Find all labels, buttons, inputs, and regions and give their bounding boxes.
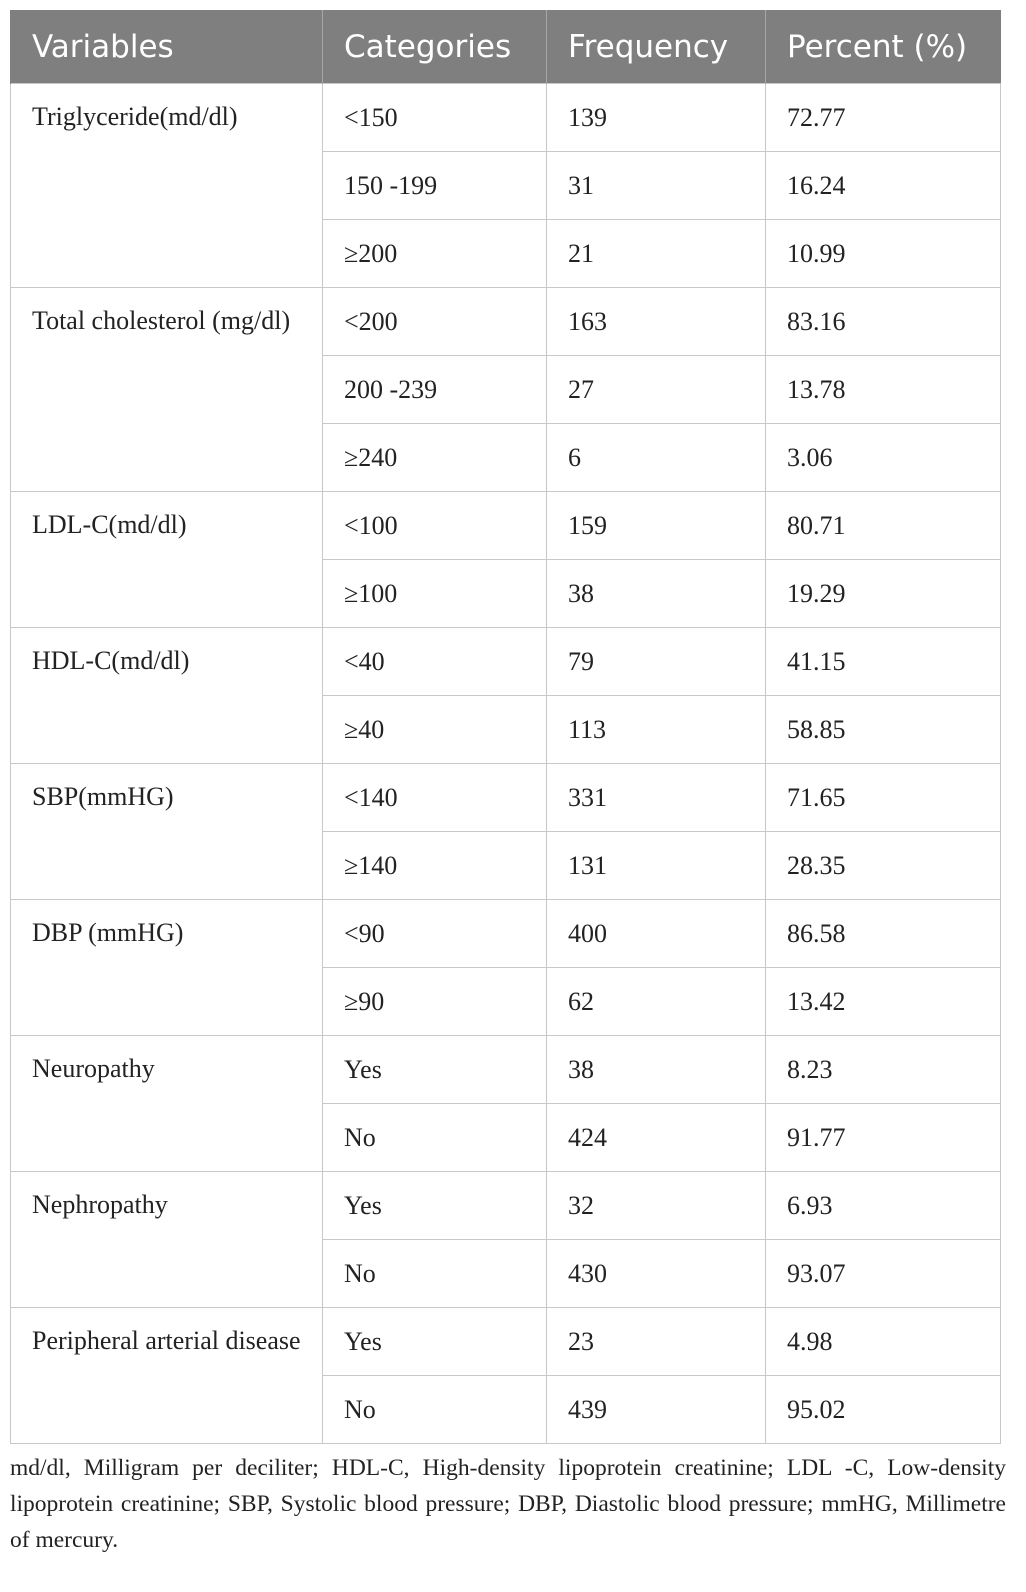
variable-cell: Triglyceride(md/dl) — [11, 84, 323, 288]
category-cell: <150 — [323, 84, 547, 152]
frequency-cell: 163 — [547, 288, 766, 356]
frequency-cell: 79 — [547, 628, 766, 696]
category-cell: 200 -239 — [323, 356, 547, 424]
category-cell: ≥140 — [323, 832, 547, 900]
category-cell: Yes — [323, 1036, 547, 1104]
variable-cell: Neuropathy — [11, 1036, 323, 1172]
frequency-cell: 32 — [547, 1172, 766, 1240]
frequency-cell: 439 — [547, 1376, 766, 1444]
variable-cell: SBP(mmHG) — [11, 764, 323, 900]
data-table — [10, 10, 1001, 1444]
header-row — [11, 10, 1001, 84]
variable-cell: Total cholesterol (mg/dl) — [11, 288, 323, 492]
category-cell: <100 — [323, 492, 547, 560]
percent-cell: 93.07 — [766, 1240, 1001, 1308]
table-row — [11, 1172, 1001, 1240]
frequency-cell: 139 — [547, 84, 766, 152]
category-cell: No — [323, 1240, 547, 1308]
category-cell: ≥90 — [323, 968, 547, 1036]
table-row — [11, 1308, 1001, 1376]
table-row — [11, 900, 1001, 968]
variable-cell: Peripheral arterial disease — [11, 1308, 323, 1444]
frequency-cell: 23 — [547, 1308, 766, 1376]
percent-cell: 83.16 — [766, 288, 1001, 356]
frequency-cell: 38 — [547, 1036, 766, 1104]
percent-cell: 19.29 — [766, 560, 1001, 628]
percent-cell: 41.15 — [766, 628, 1001, 696]
frequency-cell: 38 — [547, 560, 766, 628]
category-cell: Yes — [323, 1172, 547, 1240]
percent-cell: 13.42 — [766, 968, 1001, 1036]
percent-cell: 95.02 — [766, 1376, 1001, 1444]
table-header — [11, 10, 1001, 84]
variable-cell: DBP (mmHG) — [11, 900, 323, 1036]
table-row — [11, 492, 1001, 560]
percent-cell: 16.24 — [766, 152, 1001, 220]
frequency-cell: 159 — [547, 492, 766, 560]
variable-cell: LDL-C(md/dl) — [11, 492, 323, 628]
frequency-cell: 21 — [547, 220, 766, 288]
percent-cell: 4.98 — [766, 1308, 1001, 1376]
header-percent: Percent (%) — [766, 10, 1001, 84]
category-cell: Yes — [323, 1308, 547, 1376]
table-row — [11, 288, 1001, 356]
table-row — [11, 1036, 1001, 1104]
category-cell: <140 — [323, 764, 547, 832]
table-footnote: md/dl, Milligram per deciliter; HDL-C, High-density lipoprotein creatinine; LDL -C, Low-density lipoprotein creatinine; SBP, Systolic blood pressure; DBP, Diastolic blood pressure; mmHG, Millimetre of mercury. — [10, 1455, 1006, 1553]
category-cell: 150 -199 — [323, 152, 547, 220]
category-cell: No — [323, 1376, 547, 1444]
percent-cell: 3.06 — [766, 424, 1001, 492]
table-container — [10, 10, 1000, 1444]
percent-cell: 10.99 — [766, 220, 1001, 288]
table-row — [11, 628, 1001, 696]
category-cell: <40 — [323, 628, 547, 696]
percent-cell: 71.65 — [766, 764, 1001, 832]
frequency-cell: 31 — [547, 152, 766, 220]
category-cell: <200 — [323, 288, 547, 356]
frequency-cell: 131 — [547, 832, 766, 900]
frequency-cell: 27 — [547, 356, 766, 424]
percent-cell: 91.77 — [766, 1104, 1001, 1172]
percent-cell: 28.35 — [766, 832, 1001, 900]
percent-cell: 13.78 — [766, 356, 1001, 424]
percent-cell: 86.58 — [766, 900, 1001, 968]
variable-cell: Nephropathy — [11, 1172, 323, 1308]
table-row — [11, 84, 1001, 152]
percent-cell: 8.23 — [766, 1036, 1001, 1104]
frequency-cell: 113 — [547, 696, 766, 764]
variable-cell: HDL-C(md/dl) — [11, 628, 323, 764]
category-cell: ≥240 — [323, 424, 547, 492]
category-cell: ≥100 — [323, 560, 547, 628]
frequency-cell: 430 — [547, 1240, 766, 1308]
percent-cell: 6.93 — [766, 1172, 1001, 1240]
frequency-cell: 331 — [547, 764, 766, 832]
header-frequency: Frequency — [547, 10, 766, 84]
percent-cell: 58.85 — [766, 696, 1001, 764]
category-cell: No — [323, 1104, 547, 1172]
percent-cell: 80.71 — [766, 492, 1001, 560]
frequency-cell: 6 — [547, 424, 766, 492]
category-cell: <90 — [323, 900, 547, 968]
frequency-cell: 424 — [547, 1104, 766, 1172]
table-body — [11, 84, 1001, 1444]
header-variables: Variables — [11, 10, 323, 84]
frequency-cell: 400 — [547, 900, 766, 968]
table-row — [11, 764, 1001, 832]
category-cell: ≥40 — [323, 696, 547, 764]
percent-cell: 72.77 — [766, 84, 1001, 152]
frequency-cell: 62 — [547, 968, 766, 1036]
category-cell: ≥200 — [323, 220, 547, 288]
header-categories: Categories — [323, 10, 547, 84]
